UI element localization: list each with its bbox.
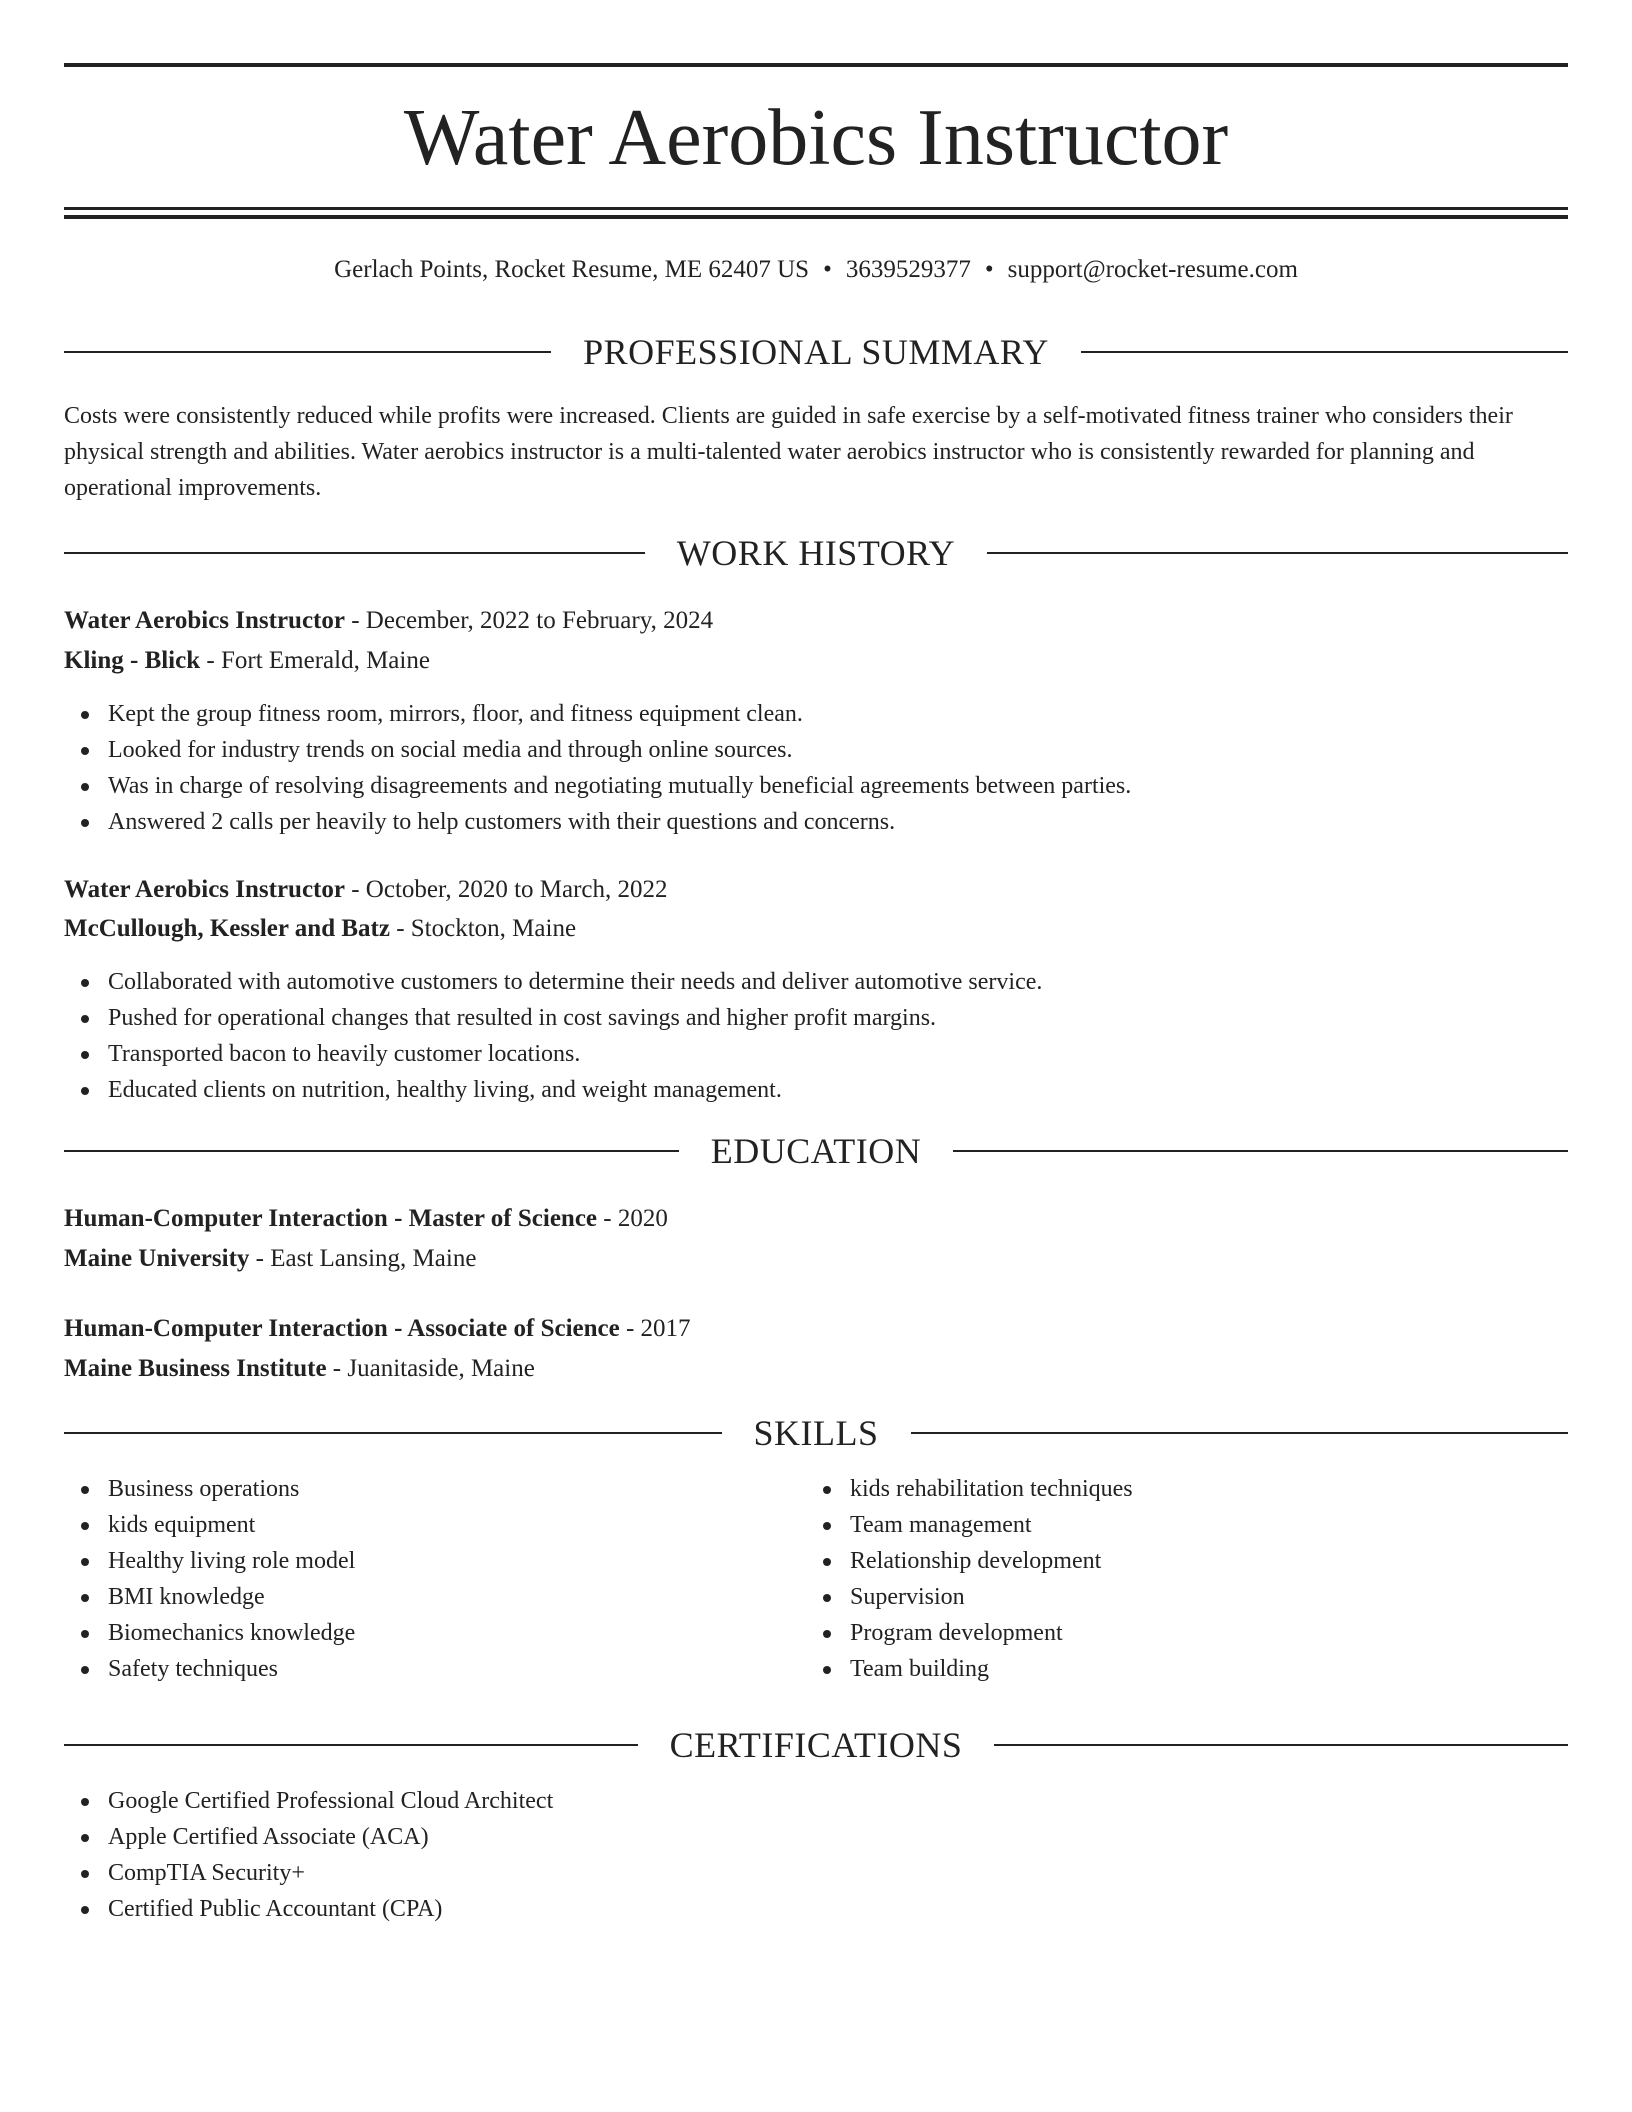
divider-line [1081, 351, 1568, 353]
top-rule [64, 63, 1568, 67]
divider-line [64, 351, 551, 353]
degree-line [64, 1201, 1568, 1237]
job-dates: - December, 2022 to February, 2024 [344, 607, 714, 634]
summary-heading [64, 330, 1568, 374]
divider-line [64, 1744, 638, 1746]
title-rule-lower [64, 215, 1568, 219]
degree-year: - 2020 [597, 1205, 668, 1232]
contact-separator: • [823, 256, 832, 283]
work-history-heading [64, 531, 1568, 575]
list-item: Looked for industry trends on social media and through online sources. [64, 732, 1131, 768]
education-heading [64, 1129, 1568, 1173]
job-title-line [64, 603, 1568, 639]
contact-address: Gerlach Points, Rocket Resume, ME 62407 US [334, 256, 810, 283]
job-company-line [64, 911, 1568, 947]
job-bullet-list [64, 696, 1131, 840]
skill-item: BMI knowledge [64, 1579, 355, 1615]
page-title: Water Aerobics Instructor [403, 94, 1229, 182]
section-title: EDUCATION [710, 1131, 922, 1171]
list-item: Was in charge of resolving disagreements and negotiating mutually beneficial agreements between parties. [64, 768, 1131, 804]
section-title: PROFESSIONAL SUMMARY [583, 332, 1049, 372]
school-line [64, 1351, 1568, 1387]
job-title: Water Aerobics Instructor [64, 876, 345, 903]
list-item: Pushed for operational changes that resulted in cost savings and higher profit margins. [64, 1000, 1042, 1036]
skill-item: Healthy living role model [64, 1543, 355, 1579]
job-company: Kling - Blick [64, 647, 201, 674]
divider-line [64, 1432, 722, 1434]
list-item: Answered 2 calls per heavily to help customers with their questions and concerns. [64, 804, 1131, 840]
job-title: Water Aerobics Instructor [64, 607, 345, 634]
skill-item: Supervision [806, 1579, 1133, 1615]
certification-item: Certified Public Accountant (CPA) [64, 1891, 553, 1927]
divider-line [953, 1150, 1568, 1152]
summary-text: Costs were consistently reduced while profits were increased. Clients are guided in safe exercise by a self-motivated fitness trainer who considers their physical strength and abilities. Water aerobics instructor is a multi-talented water aerobics instructor who is consistently rewarded for planning and operational improvements. [64, 403, 1513, 501]
school-location: - Juanitaside, Maine [326, 1355, 535, 1382]
contact-email: support@rocket-resume.com [1007, 256, 1298, 283]
skill-item: kids equipment [64, 1507, 355, 1543]
contact-phone: 3639529377 [845, 256, 971, 283]
list-item: Transported bacon to heavily customer locations. [64, 1036, 1042, 1072]
section-title: WORK HISTORY [676, 533, 956, 573]
degree-year: - 2017 [619, 1315, 691, 1342]
skills-heading [64, 1411, 1568, 1455]
contact-separator: • [984, 256, 994, 283]
school-line [64, 1241, 1568, 1277]
skill-item: Team building [806, 1651, 1133, 1687]
skill-item: Relationship development [806, 1543, 1133, 1579]
certification-item: Apple Certified Associate (ACA) [64, 1819, 553, 1855]
divider-line [64, 1150, 679, 1152]
contact-line [64, 252, 1568, 288]
divider-line [911, 1432, 1569, 1434]
section-title: SKILLS [753, 1413, 879, 1453]
degree-name: Human-Computer Interaction - Associate of Science [64, 1315, 620, 1342]
job-location: - Stockton, Maine [389, 915, 577, 942]
section-title: CERTIFICATIONS [669, 1725, 963, 1765]
job-bullet-list [64, 964, 1042, 1108]
skill-item: kids rehabilitation techniques [806, 1471, 1133, 1507]
skill-item: Team management [806, 1507, 1133, 1543]
certifications-list [64, 1783, 553, 1927]
degree-line [64, 1311, 1568, 1347]
skill-item: Program development [806, 1615, 1133, 1651]
job-company-line [64, 643, 1568, 679]
skill-item: Safety techniques [64, 1651, 355, 1687]
certifications-heading [64, 1723, 1568, 1767]
skill-item: Biomechanics knowledge [64, 1615, 355, 1651]
list-item: Educated clients on nutrition, healthy living, and weight management. [64, 1072, 1042, 1108]
list-item: Kept the group fitness room, mirrors, floor, and fitness equipment clean. [64, 696, 1131, 732]
skills-list-right [806, 1471, 1133, 1687]
job-company: McCullough, Kessler and Batz [64, 915, 390, 942]
job-title-line [64, 872, 1568, 908]
divider-line [987, 552, 1568, 554]
degree-name: Human-Computer Interaction - Master of Science [64, 1205, 598, 1232]
certification-item: CompTIA Security+ [64, 1855, 553, 1891]
school-name: Maine Business Institute [64, 1355, 327, 1382]
school-location: - East Lansing, Maine [249, 1245, 477, 1272]
skill-item: Business operations [64, 1471, 355, 1507]
divider-line [64, 552, 645, 554]
job-location: - Fort Emerald, Maine [200, 647, 430, 674]
list-item: Collaborated with automotive customers to determine their needs and deliver automotive service. [64, 964, 1042, 1000]
skills-list-left [64, 1471, 355, 1687]
divider-line [994, 1744, 1568, 1746]
certification-item: Google Certified Professional Cloud Architect [64, 1783, 553, 1819]
job-dates: - October, 2020 to March, 2022 [344, 876, 668, 903]
school-name: Maine University [64, 1245, 250, 1272]
title-rule-upper [64, 207, 1568, 210]
